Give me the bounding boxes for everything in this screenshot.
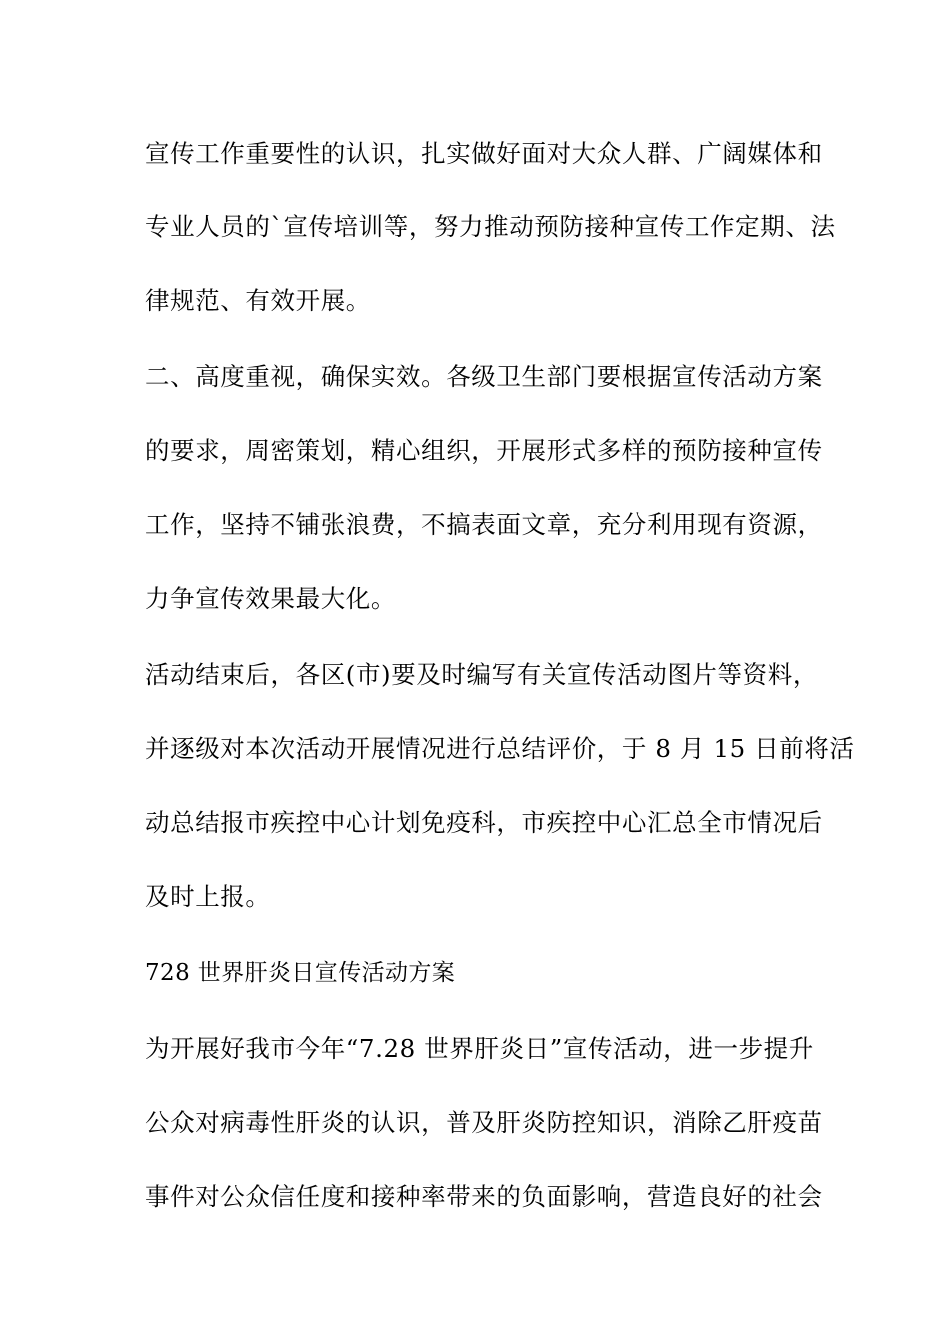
text-line-5: 的要求，周密策划，精心组织，开展形式多样的预防接种宣传 <box>145 436 823 465</box>
text-line-6: 工作，坚持不铺张浪费，不搞表面文章，充分利用现有资源， <box>145 510 823 539</box>
text-line-2: 专业人员的`宣传培训等，努力推动预防接种宣传工作定期、法 <box>145 212 836 241</box>
text-line-11: 及时上报。 <box>145 882 271 911</box>
text-line-7: 力争宣传效果最大化。 <box>145 584 396 613</box>
text-line-1: 宣传工作重要性的认识，扎实做好面对大众人群、广阔媒体和 <box>145 139 823 168</box>
text-line-10: 动总结报市疾控中心计划免疫科，市疾控中心汇总全市情况后 <box>145 808 823 837</box>
text-line-12: 为开展好我市今年“7.28 世界肝炎日”宣传活动，进一步提升 <box>145 1034 814 1063</box>
text-line-14: 事件对公众信任度和接种率带来的负面影响，营造良好的社会 <box>145 1182 823 1211</box>
text-line-8: 活动结束后，各区(市)要及时编写有关宣传活动图片等资料， <box>145 660 818 689</box>
text-line-9: 并逐级对本次活动开展情况进行总结评价，于 8 月 15 日前将活 <box>145 734 855 763</box>
text-line-4: 二、高度重视，确保实效。各级卫生部门要根据宣传活动方案 <box>145 362 823 391</box>
text-line-13: 公众对病毒性肝炎的认识，普及肝炎防控知识，消除乙肝疫苗 <box>145 1108 823 1137</box>
text-line-3: 律规范、有效开展。 <box>145 286 371 315</box>
section-heading: 728 世界肝炎日宣传活动方案 <box>145 960 456 986</box>
